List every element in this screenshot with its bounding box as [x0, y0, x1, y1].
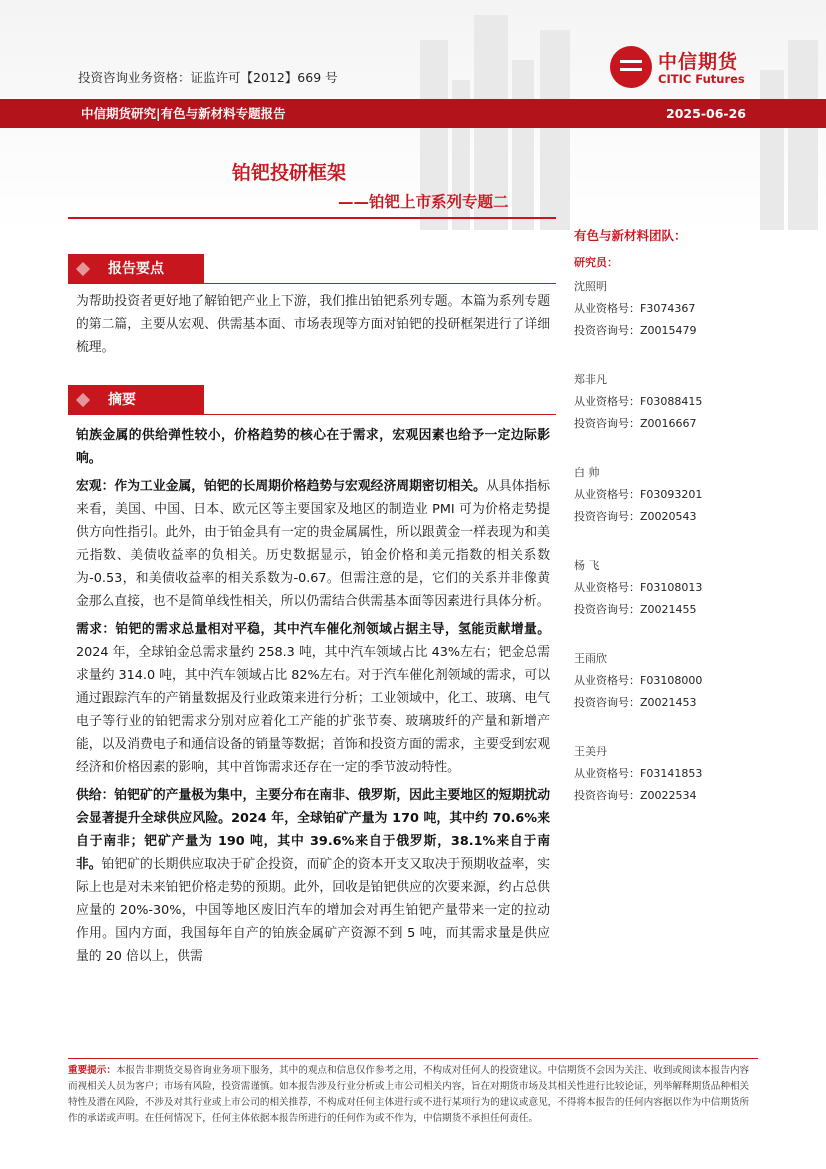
team-name: 有色与新材料团队： — [574, 228, 687, 243]
disclaimer — [68, 1058, 758, 1127]
demand-paragraph — [76, 618, 550, 779]
analyst-cert-consulting-label: 投资咨询号： — [574, 417, 640, 430]
analyst-cert-consulting-label: 投资咨询号： — [574, 510, 640, 523]
analyst-entry — [574, 555, 754, 621]
analyst-cert-qualification — [574, 670, 754, 692]
report-subtitle: ——铂钯上市系列专题二 — [338, 193, 509, 211]
analyst-cert-consulting-value: Z0016667 — [640, 417, 697, 430]
analyst-cert-consulting — [574, 785, 754, 807]
summary-lead: 铂族金属的供给弹性较小，价格趋势的核心在于需求，宏观因素也给予一定边际影响。 — [76, 428, 550, 466]
report-title: 铂钯投研框架 — [232, 162, 347, 184]
analyst-cert-consulting-label: 投资咨询号： — [574, 789, 640, 802]
key-points-body — [76, 290, 550, 364]
logo-name-cn: 中信期货 — [658, 51, 739, 73]
analyst-name — [574, 462, 754, 484]
supply-paragraph — [76, 784, 550, 968]
analyst-cert-qualification-label: 从业资格号： — [574, 488, 640, 501]
summary-body — [76, 424, 550, 973]
analyst-name — [574, 555, 754, 577]
analyst-cert-qualification-label: 从业资格号： — [574, 302, 640, 315]
analyst-name — [574, 648, 754, 670]
analyst-cert-qualification-value: F3074367 — [640, 302, 696, 315]
citic-logo-icon — [610, 46, 652, 88]
analyst-cert-qualification — [574, 298, 754, 320]
analyst-name-label: 杨 飞 — [574, 559, 600, 572]
key-points-paragraph: 为帮助投资者更好地了解铂钯产业上下游，我们推出铂钯系列专题。本篇为系列专题的第二篇，主要从宏观、供需基本面、市场表现等方面对铂钯的投研框架进行了详细梳理。 — [76, 294, 550, 355]
analyst-name-label: 沈照明 — [574, 280, 607, 293]
analyst-cert-consulting-label: 投资咨询号： — [574, 603, 640, 616]
demand-text: 2024 年，全球铂金总需求量约 258.3 吨，其中汽车领域占比 43%左右；钯金总需求量约 314.0 吨，其中汽车领域占比 82%左右。对于汽车催化剂领域的需求，可以通过跟踪汽车的产销量数据及行业政策来进行分析；工业领域中，化工、玻璃、电气电子等行业的铂钯需求分别对应着化工产能的扩张节奏、玻璃玻纤的产量和新增产能，以及消费电子和通信设备的销量等数据；首饰和投资方面的需求，主要受到宏观经济和价格因素的影响，其中首饰需求还存在一定的季节波动特性。 — [76, 645, 550, 775]
analyst-cert-qualification-value: F03093201 — [640, 488, 703, 501]
key-points-label: 报告要点 — [68, 254, 204, 284]
analyst-name-label: 王雨欣 — [574, 652, 607, 665]
analyst-cert-consulting — [574, 692, 754, 714]
analyst-cert-consulting — [574, 413, 754, 435]
summary-label: 摘要 — [68, 385, 204, 415]
analyst-cert-consulting-value: Z0022534 — [640, 789, 697, 802]
analyst-cert-qualification — [574, 763, 754, 785]
analyst-list — [574, 276, 754, 807]
analyst-sidebar — [574, 226, 754, 834]
logo-name-en: CITIC Futures — [658, 72, 745, 86]
analyst-cert-qualification-value: F03108000 — [640, 674, 703, 687]
analyst-name-label: 白 帅 — [574, 466, 600, 479]
analyst-cert-consulting-value: Z0015479 — [640, 324, 697, 337]
supply-text: 铂钯矿的长期供应取决于矿企投资，而矿企的资本开支又取决于预期收益率，实际上也是对未来铂钯价格走势的预期。此外，回收是铂钯供应的次要来源，约占总供应量的 20%-30%，中国等地区废旧汽车的增加会对再生铂钯产量带来一定的拉动作用。国内方面，我国每年自产的铂族金属矿产资源不到 5 吨，而其需求量是供应量的 20 倍以上，供需 — [76, 857, 551, 964]
analyst-cert-qualification-label: 从业资格号： — [574, 767, 640, 780]
analyst-cert-consulting — [574, 599, 754, 621]
demand-heading: 需求：铂钯的需求总量相对平稳，其中汽车催化剂领域占据主导，氢能贡献增量。 — [76, 622, 550, 637]
macro-text: 从具体指标来看，美国、中国、日本、欧元区等主要国家及地区的制造业 PMI 可为价格走势提供方向性指引。此外，由于铂金具有一定的贵金属属性，所以跟黄金一样表现为和美元指数、美债收益率的负相关。历史数据显示，铂金价格和美元指数的相关系数为-0.53，和美债收益率的相关系数为-0.67。但需注意的是，它们的关系并非像黄金那么直接，也不是简单线性相关，所以仍需结合供需基本面等因素进行具体分析。 — [76, 479, 551, 609]
analyst-cert-qualification-label: 从业资格号： — [574, 674, 640, 687]
analyst-cert-qualification-label: 从业资格号： — [574, 581, 640, 594]
category-bar — [0, 99, 826, 128]
analyst-entry — [574, 369, 754, 435]
summary-header — [68, 385, 556, 415]
key-points-header — [68, 254, 556, 284]
analyst-cert-consulting-value: Z0020543 — [640, 510, 697, 523]
macro-paragraph — [76, 475, 550, 613]
analyst-name-label: 郑非凡 — [574, 373, 607, 386]
disclaimer-text: 本报告非期货交易咨询业务项下服务，其中的观点和信息仅作参考之用，不构成对任何人的投资建议。中信期货不会因为关注、收到或阅读本报告内容而视相关人员为客户；市场有风险，投资需谨慎。如本报告涉及行业分析或上市公司相关内容，旨在对期货市场及其相关性进行比较论证，列举解释期货品种相关特性及潜在风险，不涉及对其行业或上市公司的相关推荐，不构成对任何主体进行或不进行某项行为的建议或意见，不得将本报告的任何内容据以作为中信期货所作的承诺或声明。在任何情况下，任何主体依据本报告所进行的任何作为或不作为，中信期货不承担任何责任。 — [68, 1065, 750, 1124]
analyst-name — [574, 369, 754, 391]
analyst-cert-consulting-label: 投资咨询号： — [574, 324, 640, 337]
analyst-cert-consulting-value: Z0021455 — [640, 603, 697, 616]
analyst-cert-qualification-value: F03141853 — [640, 767, 703, 780]
analyst-cert-qualification-value: F03108013 — [640, 581, 703, 594]
license-text: 投资咨询业务资格：证监许可【2012】669 号 — [78, 70, 338, 85]
analyst-cert-qualification-value: F03088415 — [640, 395, 703, 408]
analyst-cert-qualification — [574, 484, 754, 506]
analyst-cert-qualification-label: 从业资格号： — [574, 395, 640, 408]
analyst-name — [574, 741, 754, 763]
citic-futures-logo — [610, 46, 760, 94]
analyst-name — [574, 276, 754, 298]
analyst-name-label: 王美丹 — [574, 745, 607, 758]
analyst-cert-consulting — [574, 506, 754, 528]
analyst-entry — [574, 648, 754, 714]
macro-heading: 宏观：作为工业金属，铂钯的长周期价格趋势与宏观经济周期密切相关。 — [76, 479, 486, 494]
analyst-entry — [574, 741, 754, 807]
report-date: 2025-06-26 — [666, 106, 746, 121]
analyst-cert-qualification — [574, 577, 754, 599]
analyst-cert-consulting — [574, 320, 754, 342]
analyst-cert-consulting-value: Z0021453 — [640, 696, 697, 709]
analyst-entry — [574, 462, 754, 528]
section-divider — [204, 283, 556, 284]
disclaimer-label: 重要提示： — [68, 1065, 116, 1076]
researcher-label: 研究员： — [574, 256, 618, 269]
supply-heading: 供给：铂钯矿的产量极为集中，主要分布在南非、俄罗斯，因此主要地区的短期扰动会显著提升全球供应风险。2024 年，全球铂矿产量为 170 吨，其中约 70.6%来自于南非；钯矿产量为 190 吨，其中 39.6%来自于俄罗斯，38.1%来自于南非。 — [76, 788, 550, 872]
analyst-cert-qualification — [574, 391, 754, 413]
analyst-entry — [574, 276, 754, 342]
analyst-cert-consulting-label: 投资咨询号： — [574, 696, 640, 709]
section-divider — [204, 414, 556, 415]
report-category: 中信期货研究|有色与新材料专题报告 — [81, 106, 286, 121]
title-divider — [68, 217, 556, 219]
